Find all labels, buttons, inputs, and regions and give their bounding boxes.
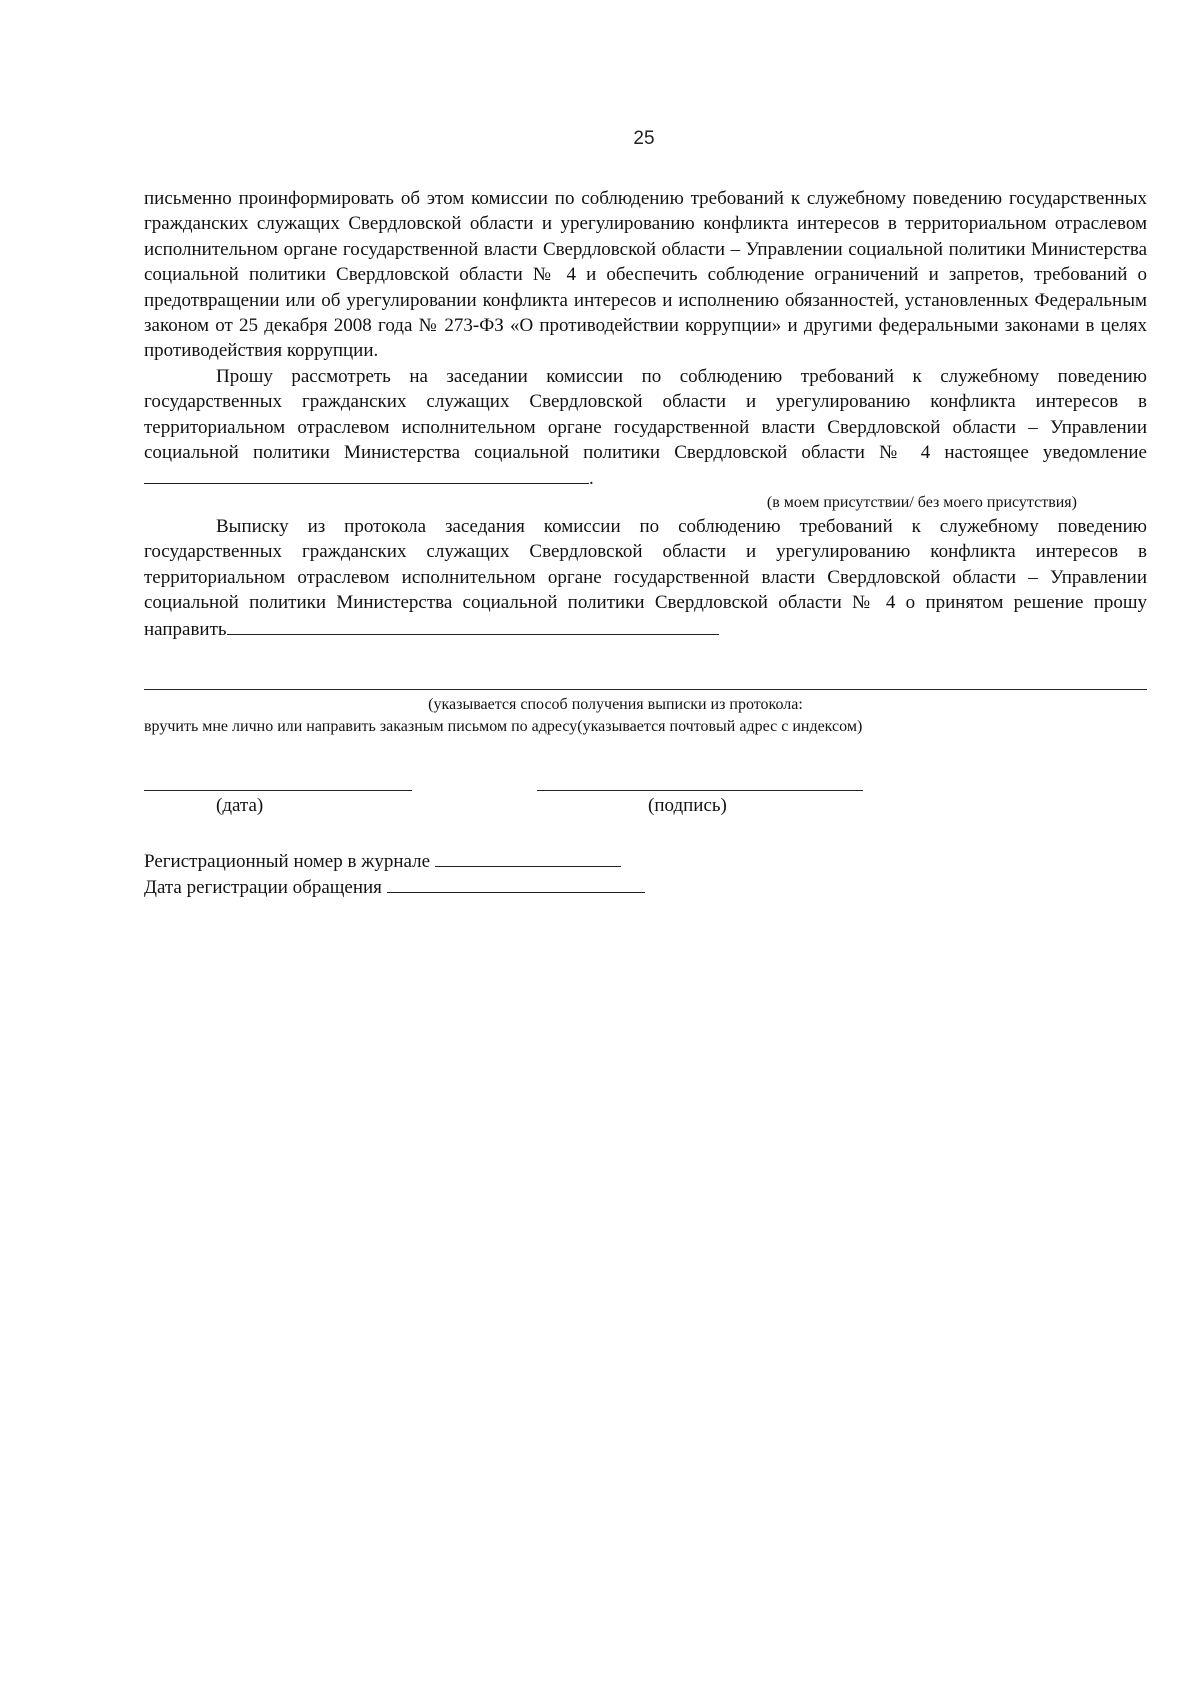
- page-number: 25: [633, 128, 655, 149]
- reg-number-label: Регистрационный номер в журнале: [144, 851, 431, 872]
- paragraph-inform: письменно проинформировать об этом комиссии по соблюдению требований к служебному поведению государственных гражданских служащих Свердловской области и урегулированию конфликта интересов в территориальном отраслевом исполнительном органе государственной власти Свердловской области – Управлении социальной политики Министерства социальной политики Свердловской области № 4 и обеспечить соблюдение ограничений и запретов, требований о предотвращении или об урегулировании конфликта интересов и исполнению обязанностей, установленных Федеральным законом от 25 декабря 2008 года № 273-ФЗ «О противодействии коррупции» и другими федеральными законами в целях противодействия коррупции.: [144, 188, 1147, 362]
- paragraph-request: [144, 364, 1147, 492]
- presence-blank[interactable]: [144, 465, 589, 484]
- date-label: (дата): [216, 795, 264, 816]
- registration-block: [144, 848, 645, 901]
- date-line[interactable]: [144, 790, 412, 791]
- delivery-hint-line2: вручить мне лично или направить заказным письмом по адресу(указывается почтовый адрес с индексом): [144, 718, 863, 735]
- paragraph-extract-text: Выписку из протокола заседания комиссии по соблюдению требований к служебному поведению государственных гражданских служащих Свердловской области и урегулированию конфликта интересов в территориальном отраслевом исполнительном органе государственной власти Свердловской области – Управлении социальной политики Министерства социальной политики Свердловской области № 4 о принятом решение прошу направить: [144, 515, 1147, 640]
- reg-number-blank[interactable]: [435, 848, 621, 867]
- delivery-hint-line1: (указывается способ получения выписки из протокола:: [428, 696, 803, 713]
- reg-date-row: [144, 874, 645, 900]
- paragraph-extract: [144, 514, 1147, 642]
- signature-line[interactable]: [537, 790, 863, 791]
- delivery-method-line[interactable]: [144, 689, 1147, 690]
- notice-body: [144, 186, 1147, 642]
- presence-hint: (в моем присутствии/ без моего присутствия): [766, 493, 1077, 511]
- reg-date-blank[interactable]: [387, 874, 645, 893]
- paragraph-request-end: .: [589, 468, 594, 490]
- reg-date-label: Дата регистрации обращения: [144, 877, 382, 899]
- reg-number-row: [144, 848, 645, 874]
- delivery-hint: [144, 694, 1147, 738]
- delivery-blank[interactable]: [227, 616, 719, 635]
- signature-label: (подпись): [648, 795, 727, 816]
- paragraph-request-text: Прошу рассмотреть на заседании комиссии по соблюдению требований к служебному поведению государственных гражданских служащих Свердловской области и урегулированию конфликта интересов в территориальном отраслевом исполнительном органе государственной власти Свердловской области – Управлении социальной политики Министерства социальной политики Свердловской области № 4 настоящее уведомление: [144, 365, 1147, 464]
